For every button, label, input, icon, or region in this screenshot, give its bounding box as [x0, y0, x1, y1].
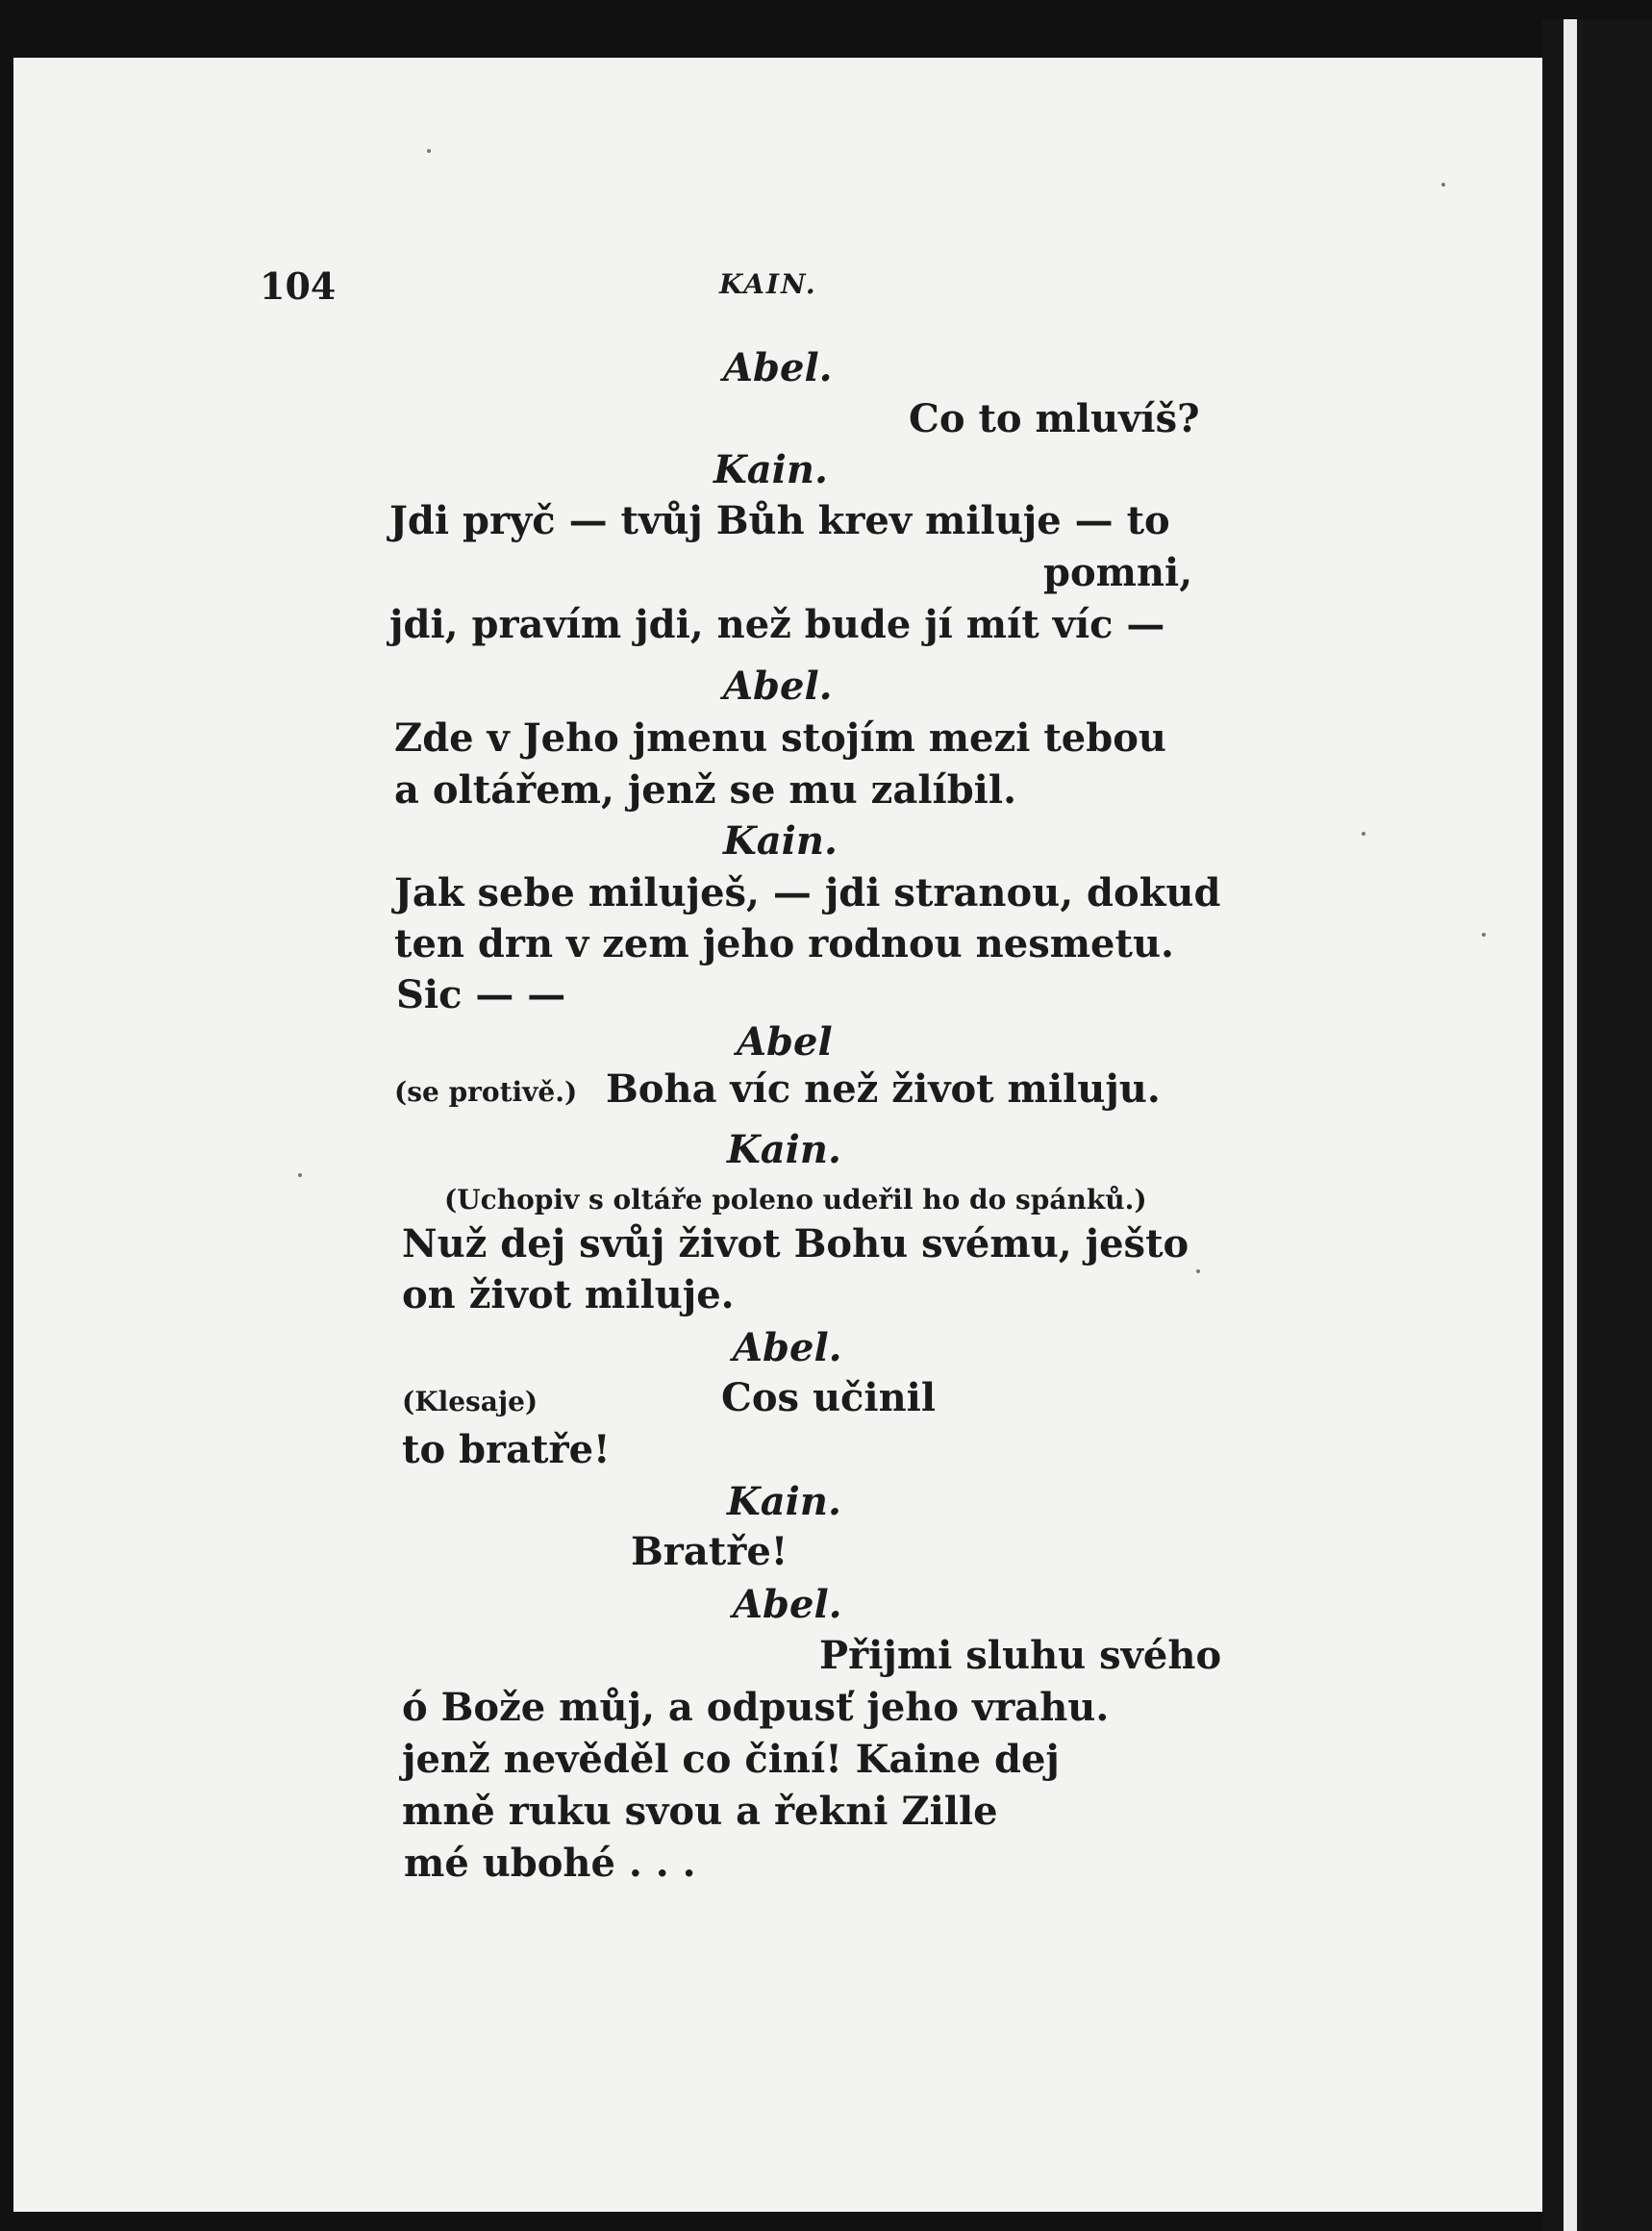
speaker-name: Abel. — [723, 664, 833, 709]
verse-line: Přijmi sluhu svého — [819, 1633, 1222, 1678]
paper-speck — [1482, 933, 1486, 937]
verse-line: Cos učinil — [721, 1375, 937, 1420]
verse-line: Zde v Jeho jmenu stojím mezi tebou — [394, 715, 1166, 761]
verse-line: Bratře! — [631, 1529, 788, 1574]
stage-direction: (Uchopiv s oltáře poleno udeřil ho do spánků.) — [444, 1184, 1147, 1216]
paper-speck — [1196, 1269, 1200, 1273]
facing-page-edge — [1564, 19, 1577, 2231]
speaker-name: Kain. — [727, 1479, 841, 1524]
speaker-name: Kain. — [727, 1127, 841, 1172]
verse-line: Nuž dej svůj život Bohu svému, ješto — [402, 1221, 1189, 1266]
speaker-name: Kain. — [713, 447, 828, 492]
stage-direction: (Klesaje) — [402, 1386, 538, 1417]
verse-line: on život miluje. — [402, 1272, 735, 1317]
verse-line: mé ubohé . . . — [404, 1841, 696, 1886]
paper-speck — [1362, 832, 1365, 836]
stage-direction: (se protivě.) — [394, 1076, 578, 1108]
verse-line: jdi, pravím jdi, než bude jí mít víc — — [389, 602, 1165, 647]
verse-line: Co to mluvíš? — [909, 396, 1200, 441]
verse-line: pomni, — [1043, 550, 1193, 595]
speaker-name: Abel. — [723, 345, 833, 390]
verse-line: ten drn v zem jeho rodnou nesmetu. — [394, 921, 1174, 966]
verse-line: a oltářem, jenž se mu zalíbil. — [394, 767, 1016, 813]
verse-line: jenž nevěděl co činí! Kaine dej — [402, 1737, 1060, 1782]
speaker-name: Abel — [737, 1019, 833, 1065]
paper-speck — [1441, 183, 1445, 187]
verse-line: Boha víc než život miluju. — [606, 1066, 1161, 1112]
page-number: 104 — [260, 264, 337, 308]
paper-speck — [427, 149, 431, 153]
verse-line: Jdi pryč — tvůj Bůh krev miluje — to — [389, 498, 1170, 543]
book-gutter-shadow — [1542, 19, 1652, 2231]
verse-line: Jak sebe miluješ, — jdi stranou, dokud — [394, 870, 1221, 915]
speaker-name: Abel. — [733, 1582, 842, 1627]
verse-line: mně ruku svou a řekni Zille — [402, 1789, 998, 1834]
speaker-name: Kain. — [723, 818, 838, 864]
paper-speck — [298, 1173, 302, 1177]
verse-line: to bratře! — [402, 1427, 611, 1472]
speaker-name: Abel. — [733, 1325, 842, 1370]
verse-line: Sic — — — [396, 972, 566, 1017]
verse-line: ó Bože můj, a odpusť jeho vrahu. — [402, 1685, 1110, 1730]
running-title: KAIN. — [719, 268, 817, 300]
